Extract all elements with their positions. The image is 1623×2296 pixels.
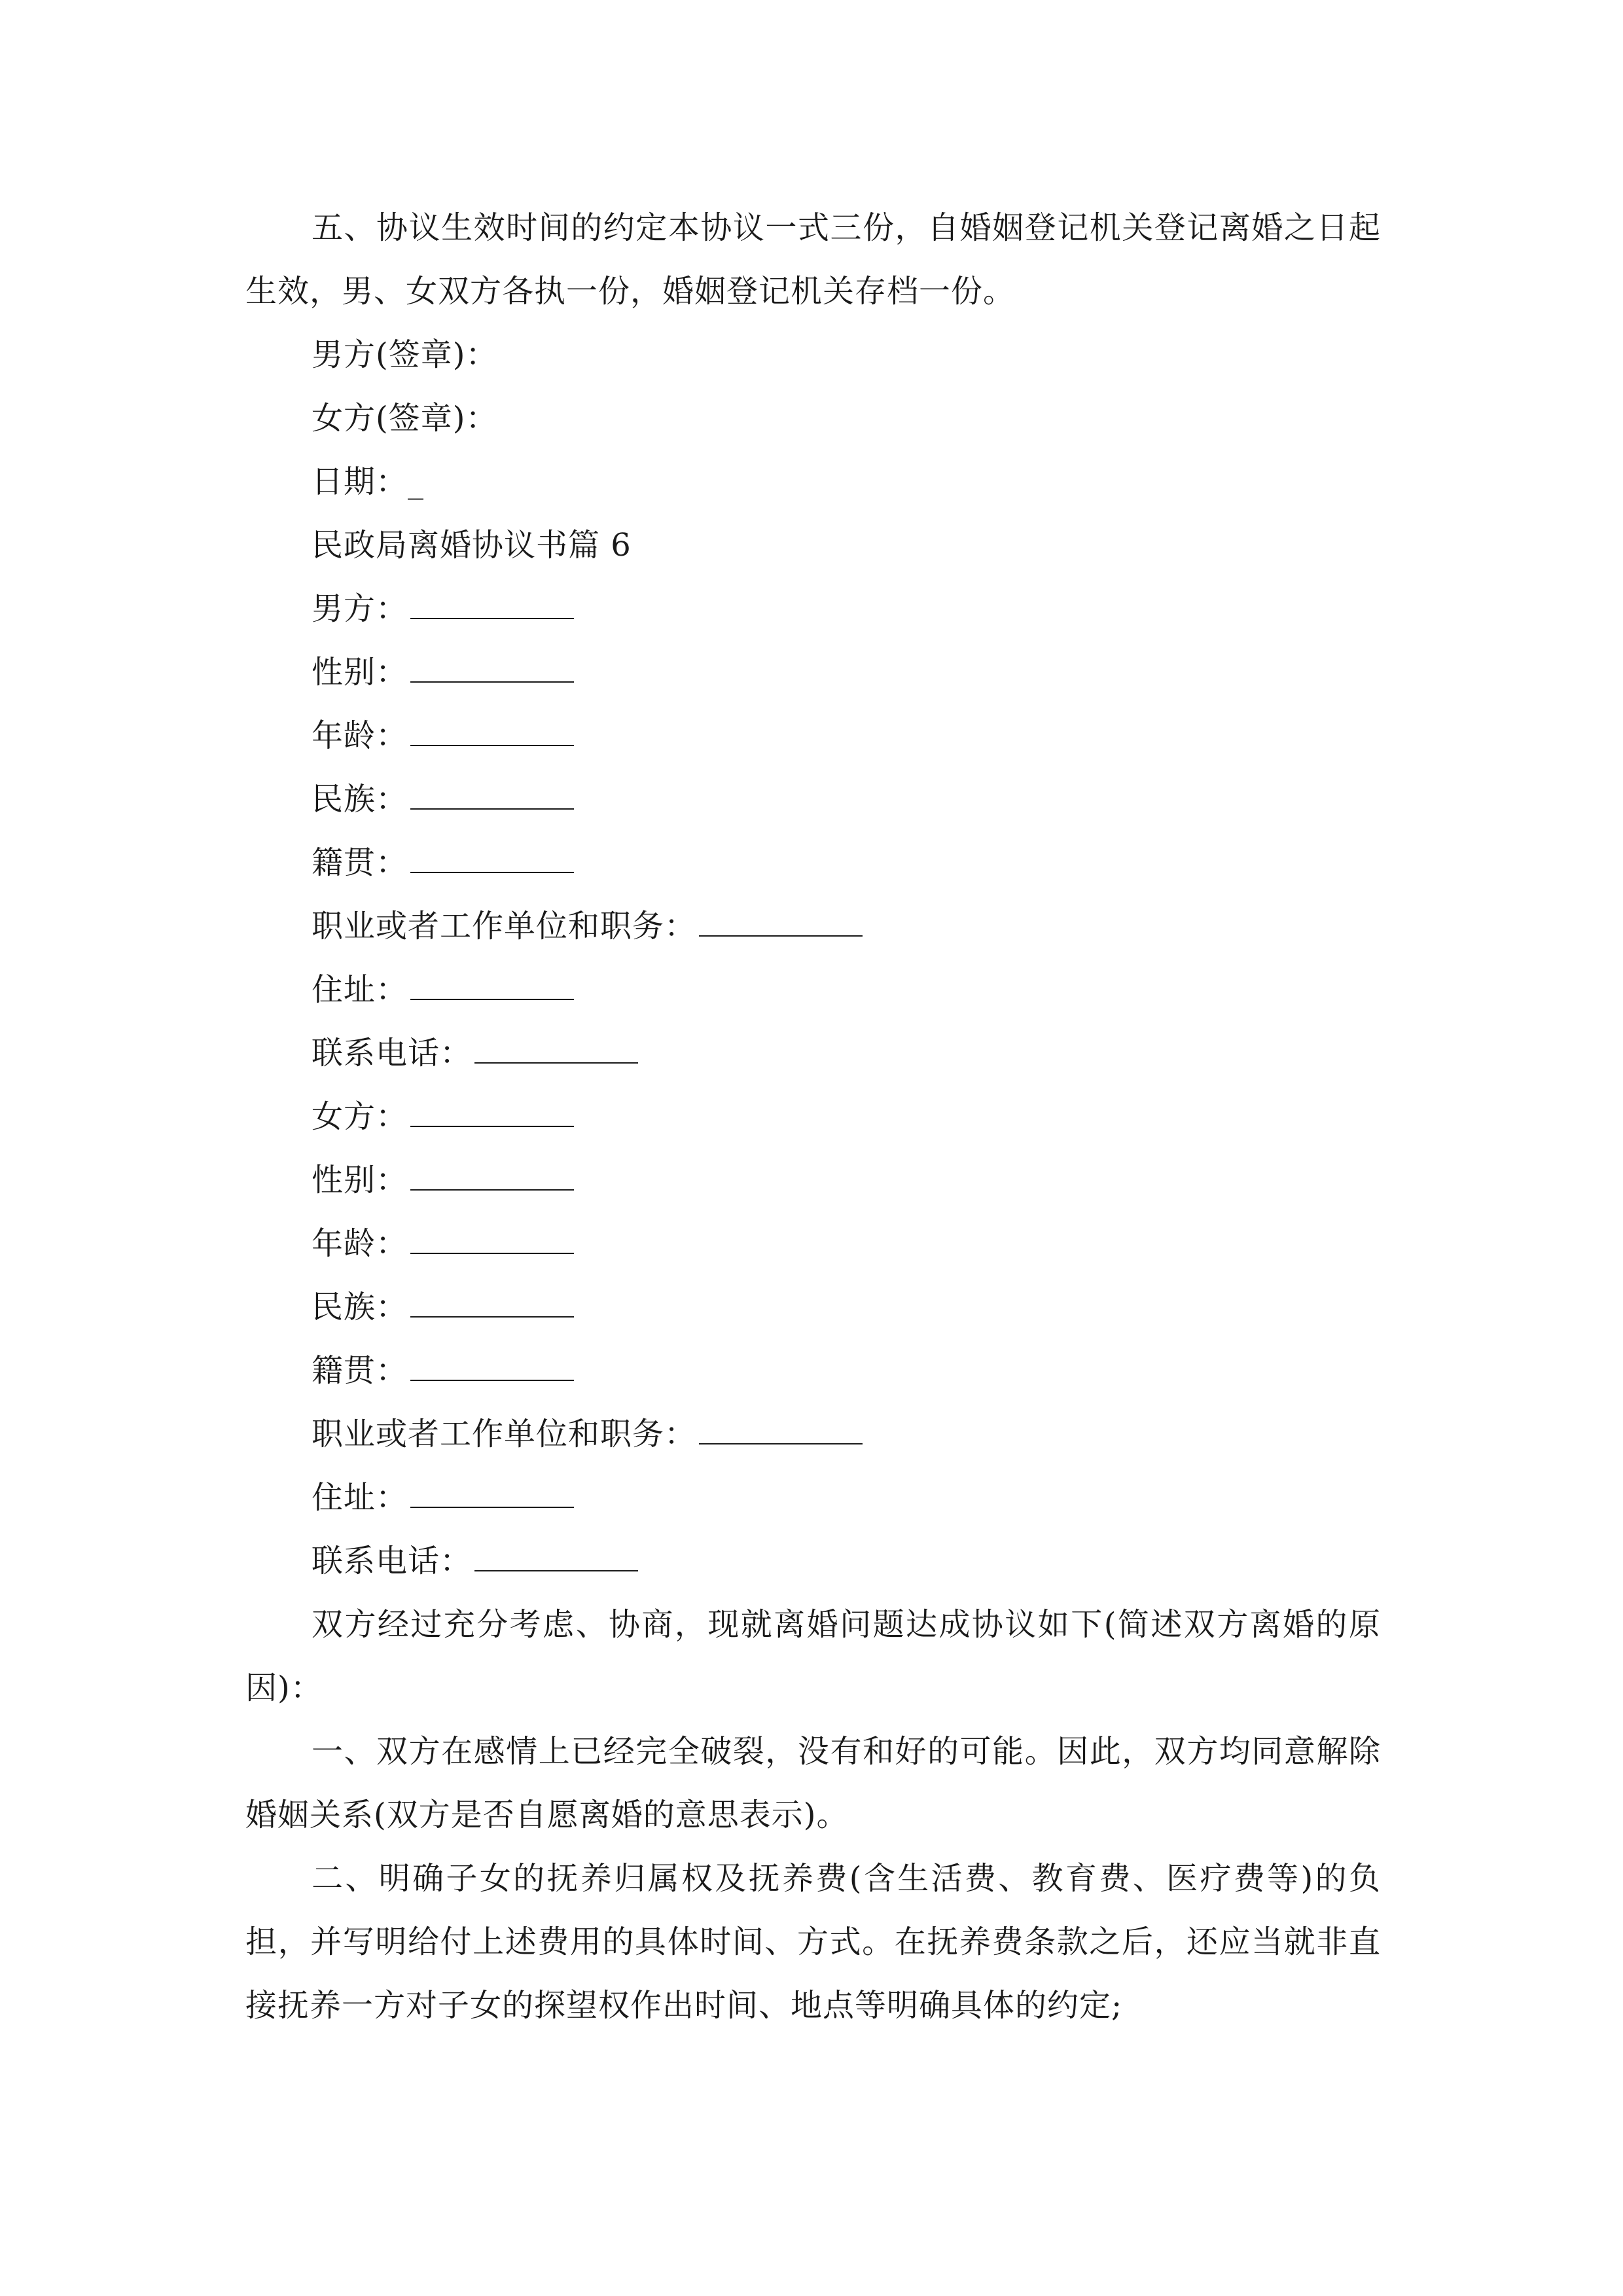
field-label: 男方： [312, 590, 408, 627]
fill-in-blank [474, 1032, 638, 1064]
field-male-gender [245, 641, 1381, 704]
field-male-native-place [245, 831, 1381, 895]
fill-in-blank [474, 1540, 638, 1571]
field-label: 住址： [312, 971, 408, 1008]
fill-in-blank [410, 1159, 574, 1191]
male-signature-label: 男方(签章)： [312, 336, 498, 373]
document-body [245, 196, 1381, 2037]
fill-in-blank [410, 1223, 574, 1254]
paragraph-clause-1: 一、双方在感情上已经完全破裂，没有和好的可能。因此，双方均同意解除婚姻关系(双方是否自愿离婚的意思表示)。 [245, 1733, 1381, 1833]
paragraph-effective-date: 五、协议生效时间的约定本协议一式三份，自婚姻登记机关登记离婚之日起生效，男、女双方各执一份，婚姻登记机关存档一份。 [245, 209, 1381, 310]
fill-in-blank [410, 778, 574, 810]
field-label: 住址： [312, 1479, 408, 1516]
field-female-phone [245, 1530, 1381, 1593]
field-female-occupation [245, 1403, 1381, 1466]
paragraph-clause-2: 二、明确子女的抚养归属权及抚养费(含生活费、教育费、医疗费等)的负担，并写明给付上述费用的具体时间、方式。在抚养费条款之后，还应当就非直接抚养一方对子女的探望权作出时间、地点等明确具体的约定; [245, 1860, 1381, 2024]
field-label: 联系电话： [312, 1543, 473, 1579]
field-label: 职业或者工作单位和职务： [312, 908, 697, 944]
field-label: 性别： [312, 654, 408, 691]
female-signature-label: 女方(签章)： [312, 400, 498, 437]
fill-in-blank [410, 651, 574, 683]
field-label: 年龄： [312, 1225, 408, 1262]
fill-in-blank [410, 1286, 574, 1318]
field-label: 籍贯： [312, 844, 408, 881]
field-female-address [245, 1466, 1381, 1530]
fill-in-blank [699, 1413, 863, 1444]
field-male-name [245, 577, 1381, 641]
field-label: 年龄： [312, 717, 408, 754]
date-label: 日期：_ [312, 463, 425, 500]
field-female-age [245, 1212, 1381, 1276]
field-female-ethnicity [245, 1276, 1381, 1339]
field-label: 籍贯： [312, 1352, 408, 1389]
field-label: 职业或者工作单位和职务： [312, 1416, 697, 1452]
field-male-ethnicity [245, 768, 1381, 831]
fill-in-blank [410, 1350, 574, 1381]
fill-in-blank [410, 842, 574, 873]
field-male-occupation [245, 895, 1381, 958]
field-female-gender [245, 1149, 1381, 1212]
fill-in-blank [410, 1096, 574, 1127]
field-male-age [245, 704, 1381, 768]
field-male-address [245, 958, 1381, 1022]
fill-in-blank [410, 969, 574, 1000]
fill-in-blank [410, 715, 574, 746]
field-female-name [245, 1085, 1381, 1149]
fill-in-blank [410, 1477, 574, 1508]
field-male-phone [245, 1022, 1381, 1085]
fill-in-blank [699, 905, 863, 937]
paragraph-intro: 双方经过充分考虑、协商，现就离婚问题达成协议如下(简述双方离婚的原因)： [245, 1606, 1381, 1706]
section-title: 民政局离婚协议书篇 6 [312, 527, 632, 564]
field-label: 联系电话： [312, 1035, 473, 1071]
field-label: 民族： [312, 1289, 408, 1325]
field-label: 性别： [312, 1162, 408, 1198]
fill-in-blank [410, 588, 574, 619]
field-label: 女方： [312, 1098, 408, 1135]
field-female-native-place [245, 1339, 1381, 1403]
field-label: 民族： [312, 781, 408, 817]
